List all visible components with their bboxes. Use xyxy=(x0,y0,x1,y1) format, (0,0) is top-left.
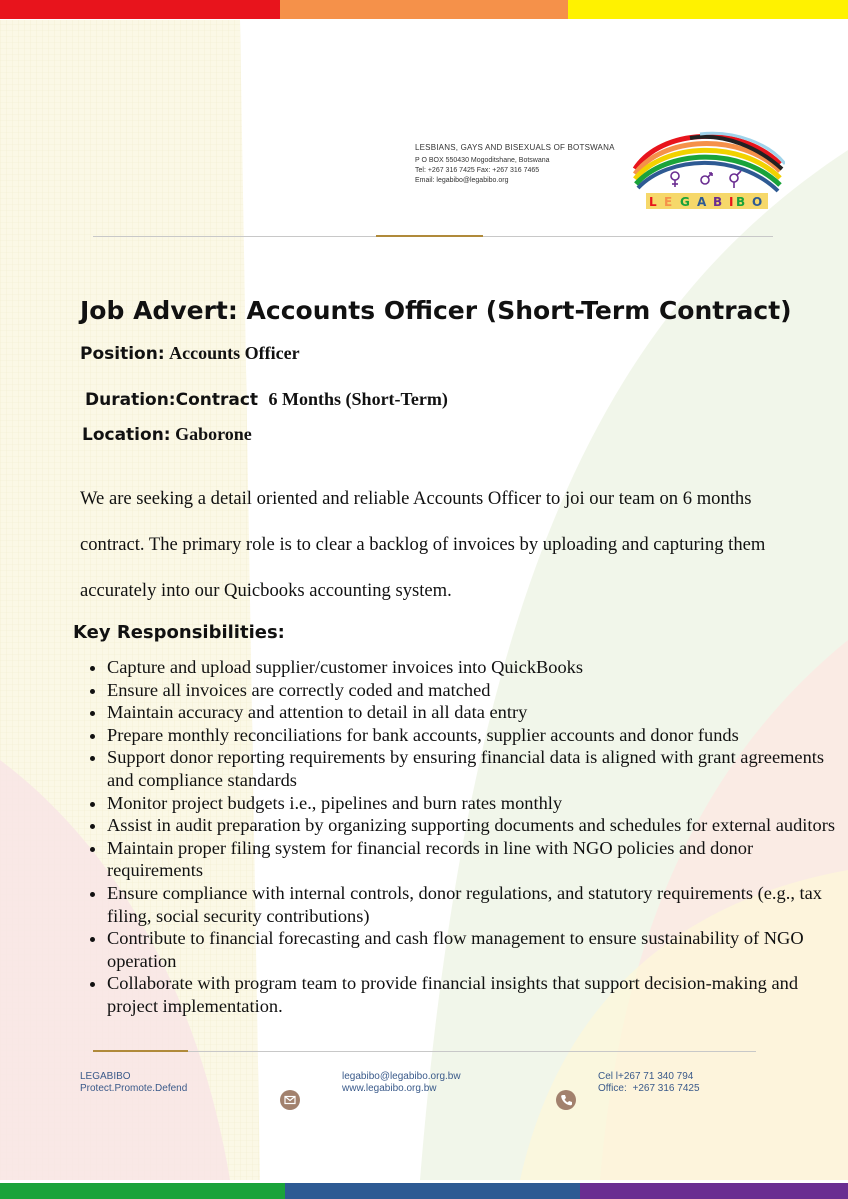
footer-office-label: Office: xyxy=(598,1083,627,1094)
svg-text:B: B xyxy=(713,195,723,209)
legabibo-logo xyxy=(630,124,785,214)
list-item: • Ensure compliance with internal controls, donor regulations, and statutory requirements (e.g., tax filing, social security contributions) xyxy=(107,882,848,927)
responsibilities-list xyxy=(83,656,848,1018)
duration-label: Duration:Contract xyxy=(85,390,259,410)
org-tel-fax: Tel: +267 316 7425 Fax: +267 316 7465 xyxy=(415,167,540,174)
svg-text:B: B xyxy=(736,195,746,209)
responsibilities-heading: Key Responsibilities: xyxy=(73,622,285,643)
list-item: • Capture and upload supplier/customer invoices into QuickBooks xyxy=(107,656,848,679)
position-label: Position: xyxy=(80,344,165,364)
top-stripe-yellow xyxy=(568,0,848,19)
list-item: • Collaborate with program team to provide financial insights that support decision-making and project implementation. xyxy=(107,972,848,1017)
position-field xyxy=(80,343,300,364)
footer-divider xyxy=(93,1051,756,1052)
phone-icon xyxy=(556,1090,576,1110)
org-name: LESBIANS, GAYS AND BISEXUALS OF BOTSWANA xyxy=(415,143,615,152)
footer-web xyxy=(342,1071,461,1095)
bottom-stripe-purple xyxy=(580,1183,848,1199)
list-item: • Assist in audit preparation by organizing supporting documents and schedules for external auditors xyxy=(107,814,848,837)
svg-text:E: E xyxy=(664,195,673,209)
org-email: Email: legabibo@legabibo.org xyxy=(415,177,509,184)
header-divider-accent xyxy=(376,235,483,237)
list-item: • Support donor reporting requirements by ensuring financial data is aligned with grant agreements and compliance standards xyxy=(107,746,848,791)
envelope-icon xyxy=(280,1090,300,1110)
bottom-stripe-green xyxy=(0,1183,285,1199)
svg-text:I: I xyxy=(729,195,734,209)
svg-text:A: A xyxy=(697,195,707,209)
footer-website[interactable]: www.legabibo.org.bw xyxy=(342,1083,437,1094)
top-stripe-red xyxy=(0,0,280,19)
location-value: Gaborone xyxy=(175,424,252,444)
list-item: • Ensure all invoices are correctly coded and matched xyxy=(107,679,848,702)
footer-office-number: +267 316 7425 xyxy=(632,1083,700,1094)
svg-text:G: G xyxy=(680,195,690,209)
list-item: • Maintain proper filing system for financial records in line with NGO policies and donor requirements xyxy=(107,837,848,882)
footer-divider-accent xyxy=(93,1050,188,1052)
footer-cell: Cel l+267 71 340 794 xyxy=(598,1071,694,1082)
footer-slogan: Protect.Promote.Defend xyxy=(80,1083,188,1094)
footer-office xyxy=(598,1083,700,1095)
svg-text:L: L xyxy=(649,195,657,209)
list-item: • Prepare monthly reconciliations for bank accounts, supplier accounts and donor funds xyxy=(107,724,848,747)
top-stripe-orange xyxy=(280,0,568,19)
list-item: • Contribute to financial forecasting and cash flow management to ensure sustainability of NGO operation xyxy=(107,927,848,972)
list-item: • Monitor project budgets i.e., pipelines and burn rates monthly xyxy=(107,792,848,815)
footer-phones xyxy=(598,1071,700,1095)
duration-field xyxy=(85,389,448,410)
position-value: Accounts Officer xyxy=(169,343,300,363)
svg-text:O: O xyxy=(752,195,763,209)
location-field xyxy=(82,424,252,445)
duration-value: 6 Months (Short-Term) xyxy=(268,389,448,409)
bottom-stripe-blue xyxy=(285,1183,580,1199)
org-address: P O BOX 550430 Mogoditshane, Botswana xyxy=(415,157,550,164)
footer-org xyxy=(80,1071,187,1095)
letterhead-contact xyxy=(415,143,615,186)
footer-org-name: LEGABIBO xyxy=(80,1071,131,1082)
location-label: Location: xyxy=(82,425,171,445)
page-title: Job Advert: Accounts Officer (Short-Term Contract) xyxy=(80,296,792,325)
list-item: • Maintain accuracy and attention to detail in all data entry xyxy=(107,701,848,724)
intro-paragraph: We are seeking a detail oriented and reliable Accounts Officer to joi our team on 6 months contract. The primary role is to clear a backlog of invoices by uploading and capturing them accurately into our Quicbooks accounting system. xyxy=(80,488,766,601)
footer-email[interactable]: legabibo@legabibo.org.bw xyxy=(342,1071,461,1082)
